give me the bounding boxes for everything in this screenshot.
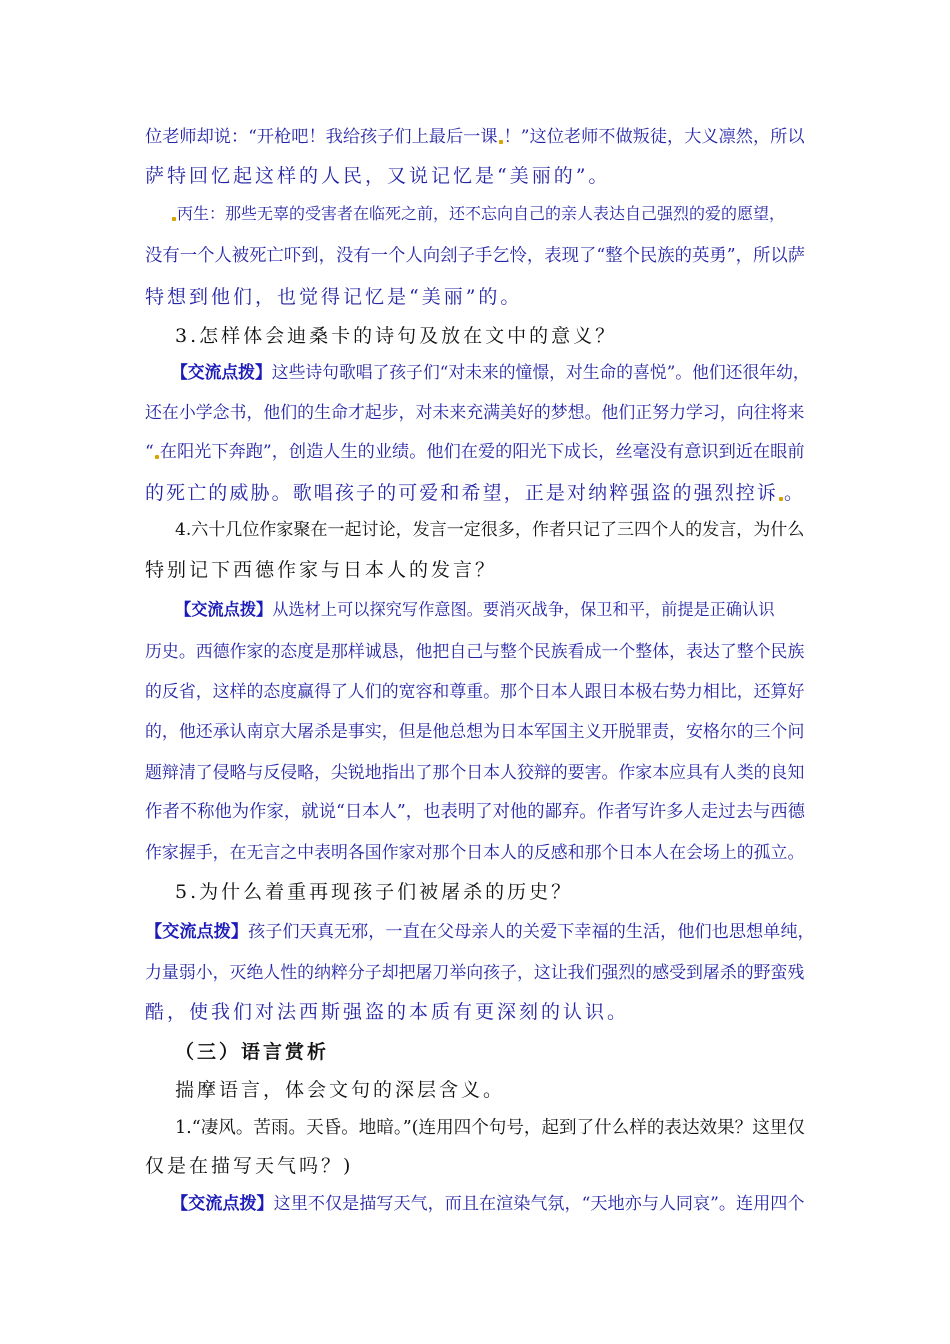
text-segment: （三）语言赏析 xyxy=(175,1041,330,1063)
text-line xyxy=(175,1042,329,1062)
text-segment: 这里不仅是描写天气，而且在渲染气氛，“天地亦与人同哀”。连用四个 xyxy=(273,1194,805,1214)
text-segment: 特想到他们，也觉得记忆是“美丽”的。 xyxy=(145,286,523,308)
text-segment: 的死亡的威胁。歌唱孩子的可爱和希望，正是对纳粹强盗的强烈控诉 xyxy=(145,482,779,504)
text-segment: 题辩清了侵略与反侵略，尖锐地指出了那个日本人狡辩的要害。作家本应具有人类的良知 xyxy=(145,762,805,782)
text-line xyxy=(175,882,573,902)
discussion-tag: 【交流点拨】 xyxy=(171,1194,274,1214)
text-line xyxy=(145,721,804,741)
text-segment: 揣摩语言，体会文句的深层含义。 xyxy=(175,1079,506,1101)
text-line xyxy=(145,127,805,147)
text-segment: 丙生：那些无辜的受害者在临死之前，还不忘向自己的亲人表达自己强烈的爱的愿望， xyxy=(177,204,786,223)
text-segment: 孩子们天真无邪，一直在父母亲人的关爱下幸福的生活，他们也思想单纯， xyxy=(248,922,815,942)
text-line xyxy=(175,520,804,540)
text-segment: 1.“凄风。苦雨。天昏。地暗。”(连用四个句号，起到了什么样的表达效果？这里仅 xyxy=(175,1118,805,1138)
text-segment: 作家握手，在无言之中表明各国作家对那个日本人的反感和那个日本人在会场上的孤立。 xyxy=(145,842,805,862)
text-line xyxy=(145,1002,629,1022)
text-segment: 萨特回忆起这样的人民，又说记忆是“美丽的”。 xyxy=(145,165,611,187)
text-segment: 作者不称他为作家，就说“日本人”，也表明了对他的鄙弃。作者写许多人走过去与西德 xyxy=(145,802,806,822)
text-line xyxy=(145,842,804,862)
text-segment: 特别记下西德作家与日本人的发言？ xyxy=(145,559,498,581)
text-line xyxy=(145,442,805,462)
text-segment: 5.为什么着重再现孩子们被屠杀的历史？ xyxy=(175,881,574,903)
marker-dot xyxy=(499,140,503,144)
text-line xyxy=(145,962,804,982)
text-segment: 酷，使我们对法西斯强盗的本质有更深刻的认识。 xyxy=(145,1001,630,1023)
discussion-tag: 【交流点拨】 xyxy=(145,922,249,942)
text-line xyxy=(175,600,775,620)
text-line xyxy=(145,762,804,782)
text-line xyxy=(145,287,522,307)
text-line xyxy=(145,922,815,942)
text-segment: 3.怎样体会迪桑卡的诗句及放在文中的意义？ xyxy=(175,325,618,347)
text-segment: 从选材上可以探究写作意图。要消灭战争，保卫和平，前提是正确认识 xyxy=(272,600,775,619)
marker-dot xyxy=(155,455,159,459)
text-segment: 4.六十几位作家聚在一起讨论，发言一定很多，作者只记了三四个人的发言，为什么 xyxy=(175,520,805,540)
text-line xyxy=(145,560,497,580)
text-segment: 这些诗句歌唱了孩子们“对未来的憧憬，对生命的喜悦”。他们还很年幼， xyxy=(271,362,810,382)
text-segment: 还在小学念书，他们的生命才起步，对未来充满美好的梦想。他们正努力学习，向往将来 xyxy=(145,402,805,422)
text-segment: 的反省，这样的态度赢得了人们的宽容和尊重。那个日本人跟日本极右势力相比，还算好 xyxy=(145,681,805,701)
text-segment: 在阳光下奔跑”，创造人生的业绩。他们在爱的阳光下成长，丝毫没有意识到近在眼前 xyxy=(159,442,805,462)
text-segment: ！”这位老师不做叛徒，大义凛然，所以 xyxy=(503,127,805,147)
discussion-tag: 【交流点拨】 xyxy=(171,362,272,382)
text-line xyxy=(175,326,617,346)
text-segment: 历史。西德作家的态度是那样诚恳，他把自己与整个民族看成一个整体，表达了整个民族 xyxy=(145,641,805,661)
text-line xyxy=(175,1080,505,1100)
text-segment: “ xyxy=(145,442,154,462)
marker-dot xyxy=(779,497,783,501)
text-line xyxy=(145,802,805,822)
text-line xyxy=(145,641,804,661)
text-line xyxy=(145,681,804,701)
text-segment: 仅是在描写天气吗？) xyxy=(145,1155,354,1177)
text-line xyxy=(145,483,805,503)
text-line xyxy=(171,362,810,382)
text-line xyxy=(171,204,785,224)
marker-dot xyxy=(172,217,176,221)
text-line xyxy=(145,1156,353,1176)
text-line xyxy=(171,1194,804,1214)
text-segment: 没有一个人被死亡吓到，没有一个人向刽子手乞怜，表现了“整个民族的英勇”，所以萨 xyxy=(145,246,806,266)
text-line xyxy=(145,246,805,266)
text-segment: 的，他还承认南京大屠杀是事实，但是他总想为日本军国主义开脱罪责，安格尔的三个问 xyxy=(145,721,805,741)
text-line xyxy=(145,166,610,186)
text-line xyxy=(175,1118,805,1138)
text-segment: 力量弱小，灭绝人性的纳粹分子却把屠刀举向孩子，这让我们强烈的感受到屠杀的野蛮残 xyxy=(145,962,805,982)
text-segment: 位老师却说：“开枪吧！我给孩子们上最后一课 xyxy=(145,127,498,147)
discussion-tag: 【交流点拨】 xyxy=(175,600,273,619)
text-line xyxy=(145,402,804,422)
text-segment: 。 xyxy=(784,482,806,504)
